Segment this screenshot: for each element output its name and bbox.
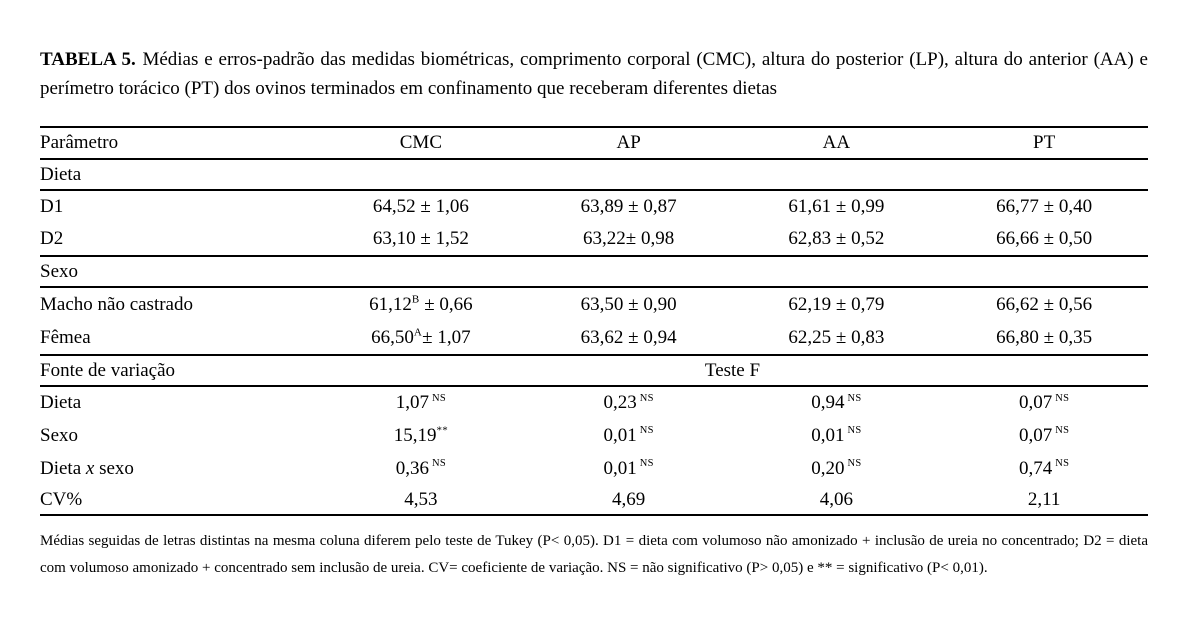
cell-teste-f: Teste F (317, 355, 1148, 386)
superscript-ns: NS (1055, 425, 1070, 437)
row-f-dieta (40, 386, 1148, 419)
cell-macho-pt: 66,62 ± 0,56 (996, 293, 1093, 315)
header-pt: PT (940, 127, 1148, 159)
label-italic-x: x (85, 457, 95, 479)
section-row-dieta (40, 159, 1148, 190)
cell-d1-pt: 66,77 ± 0,40 (996, 196, 1093, 217)
table-footnote: Médias seguidas de letras distintas na mesma coluna diferem pelo teste de Tukey (P< 0,05). D1 = dieta com volumoso não amonizado + inclusão de ureia no concentrado; D2 = dieta com volumoso amonizado + concentrado sem inclusão de ureia. CV= coeficiente de variação. NS = não significativo (P> 0,05) e ** = significativo (P< 0,01). (40, 533, 1148, 576)
value: 0,01 (603, 457, 637, 479)
row-cv (40, 485, 1148, 515)
header-aa: AA (733, 127, 941, 159)
superscript-ns: NS (847, 425, 862, 437)
row-f-sexo (40, 419, 1148, 452)
value: 66,50 (371, 326, 414, 348)
cell-d2-ap: 63,22± 0,98 (525, 223, 733, 256)
table-caption (40, 45, 1148, 103)
cell-fdieta-pt (940, 386, 1148, 419)
cell-d2-label: D2 (40, 223, 317, 256)
cell-fdieta-cmc (317, 386, 525, 419)
biometrics-table (40, 126, 1148, 516)
section-label-dieta: Dieta (40, 159, 1148, 190)
row-d2 (40, 223, 1148, 256)
cell-d2-cmc: 63,10 ± 1,52 (317, 223, 525, 256)
superscript-ns: NS (431, 458, 447, 470)
header-cmc: CMC (317, 127, 525, 159)
superscript-ns: NS (639, 392, 654, 404)
cell-femea-aa: 62,25 ± 0,83 (733, 321, 941, 355)
label-part: Dieta (40, 457, 86, 479)
cell-fsexo-cmc (317, 419, 525, 452)
cell-macho-aa: 62,19 ± 0,79 (788, 293, 885, 315)
row-femea (40, 321, 1148, 355)
cell-finter-cmc (317, 452, 525, 485)
row-macho (40, 287, 1148, 321)
value: 0,23 (603, 392, 637, 413)
superscript-ns: NS (639, 425, 654, 437)
superscript-letter: B (411, 293, 420, 306)
section-row-sexo (40, 256, 1148, 287)
value: 0,07 (1018, 424, 1053, 446)
cell-femea-pt: 66,80 ± 0,35 (940, 321, 1148, 355)
superscript-ns: NS (431, 392, 447, 404)
cell-finter-aa (733, 452, 941, 485)
value-tail: ± 0,66 (419, 293, 473, 315)
header-ap: AP (525, 127, 733, 159)
superscript-asterisks: ** (436, 424, 449, 437)
cell-femea-label: Fêmea (40, 321, 317, 355)
cell-fsexo-aa (733, 419, 941, 452)
cell-fdieta-aa (733, 386, 941, 419)
superscript-ns: NS (1055, 392, 1070, 404)
row-d1 (40, 190, 1148, 223)
cell-cv-cmc: 4,53 (317, 485, 525, 515)
value: 0,07 (1018, 392, 1053, 413)
row-f-interacao (40, 452, 1148, 485)
value: 0,20 (811, 457, 845, 479)
cell-fsexo-label: Sexo (40, 424, 78, 446)
cell-fsexo-ap (525, 419, 733, 452)
cell-d1-aa: 61,61 ± 0,99 (788, 196, 885, 217)
value: 0,36 (395, 457, 429, 479)
caption-text: Médias e erros-padrão das medidas biométricas, comprimento corporal (CMC), altura do posterior (LP), altura do anterior (AA) e perímetro torácico (PT) dos ovinos terminados em confinamento que receberam diferentes dietas (40, 49, 1148, 99)
cell-fonte-label: Fonte de variação (40, 355, 317, 386)
cell-d1-cmc: 64,52 ± 1,06 (372, 196, 469, 217)
cell-cv-pt: 2,11 (940, 485, 1148, 515)
cell-d2-aa: 62,83 ± 0,52 (733, 223, 941, 256)
cell-finter-label (40, 452, 317, 485)
cell-femea-cmc (317, 321, 525, 355)
value-tail: ± 1,07 (422, 326, 471, 348)
cell-fdieta-ap (525, 386, 733, 419)
superscript-ns: NS (847, 458, 862, 470)
cell-macho-ap: 63,50 ± 0,90 (580, 293, 677, 315)
superscript-letter: A (413, 326, 423, 339)
cell-fsexo-pt (940, 419, 1148, 452)
cell-cv-ap: 4,69 (525, 485, 733, 515)
cell-fdieta-label: Dieta (40, 392, 82, 413)
value: 0,94 (811, 392, 845, 413)
label-part: sexo (94, 457, 134, 479)
cell-d1-label: D1 (40, 196, 64, 217)
cell-d1-ap: 63,89 ± 0,87 (580, 196, 677, 217)
value: 0,74 (1018, 457, 1053, 479)
section-label-sexo: Sexo (40, 256, 1148, 287)
cell-macho-cmc (317, 287, 525, 321)
superscript-ns: NS (1055, 458, 1070, 470)
value: 61,12 (369, 293, 412, 315)
cell-macho-label: Macho não castrado (40, 293, 193, 315)
row-fonte-variacao (40, 355, 1148, 386)
header-row (40, 127, 1148, 159)
cell-d2-pt: 66,66 ± 0,50 (940, 223, 1148, 256)
value: 1,07 (395, 392, 429, 413)
value: 15,19 (393, 424, 437, 446)
cell-femea-ap: 63,62 ± 0,94 (525, 321, 733, 355)
cell-cv-aa: 4,06 (733, 485, 941, 515)
cell-cv-label: CV% (40, 485, 317, 515)
cell-finter-ap (525, 452, 733, 485)
value: 0,01 (603, 424, 637, 446)
cell-finter-pt (940, 452, 1148, 485)
caption-label: TABELA 5. (40, 49, 136, 70)
superscript-ns: NS (847, 392, 862, 404)
superscript-ns: NS (639, 458, 654, 470)
value: 0,01 (811, 424, 845, 446)
header-parametro: Parâmetro (40, 127, 317, 159)
